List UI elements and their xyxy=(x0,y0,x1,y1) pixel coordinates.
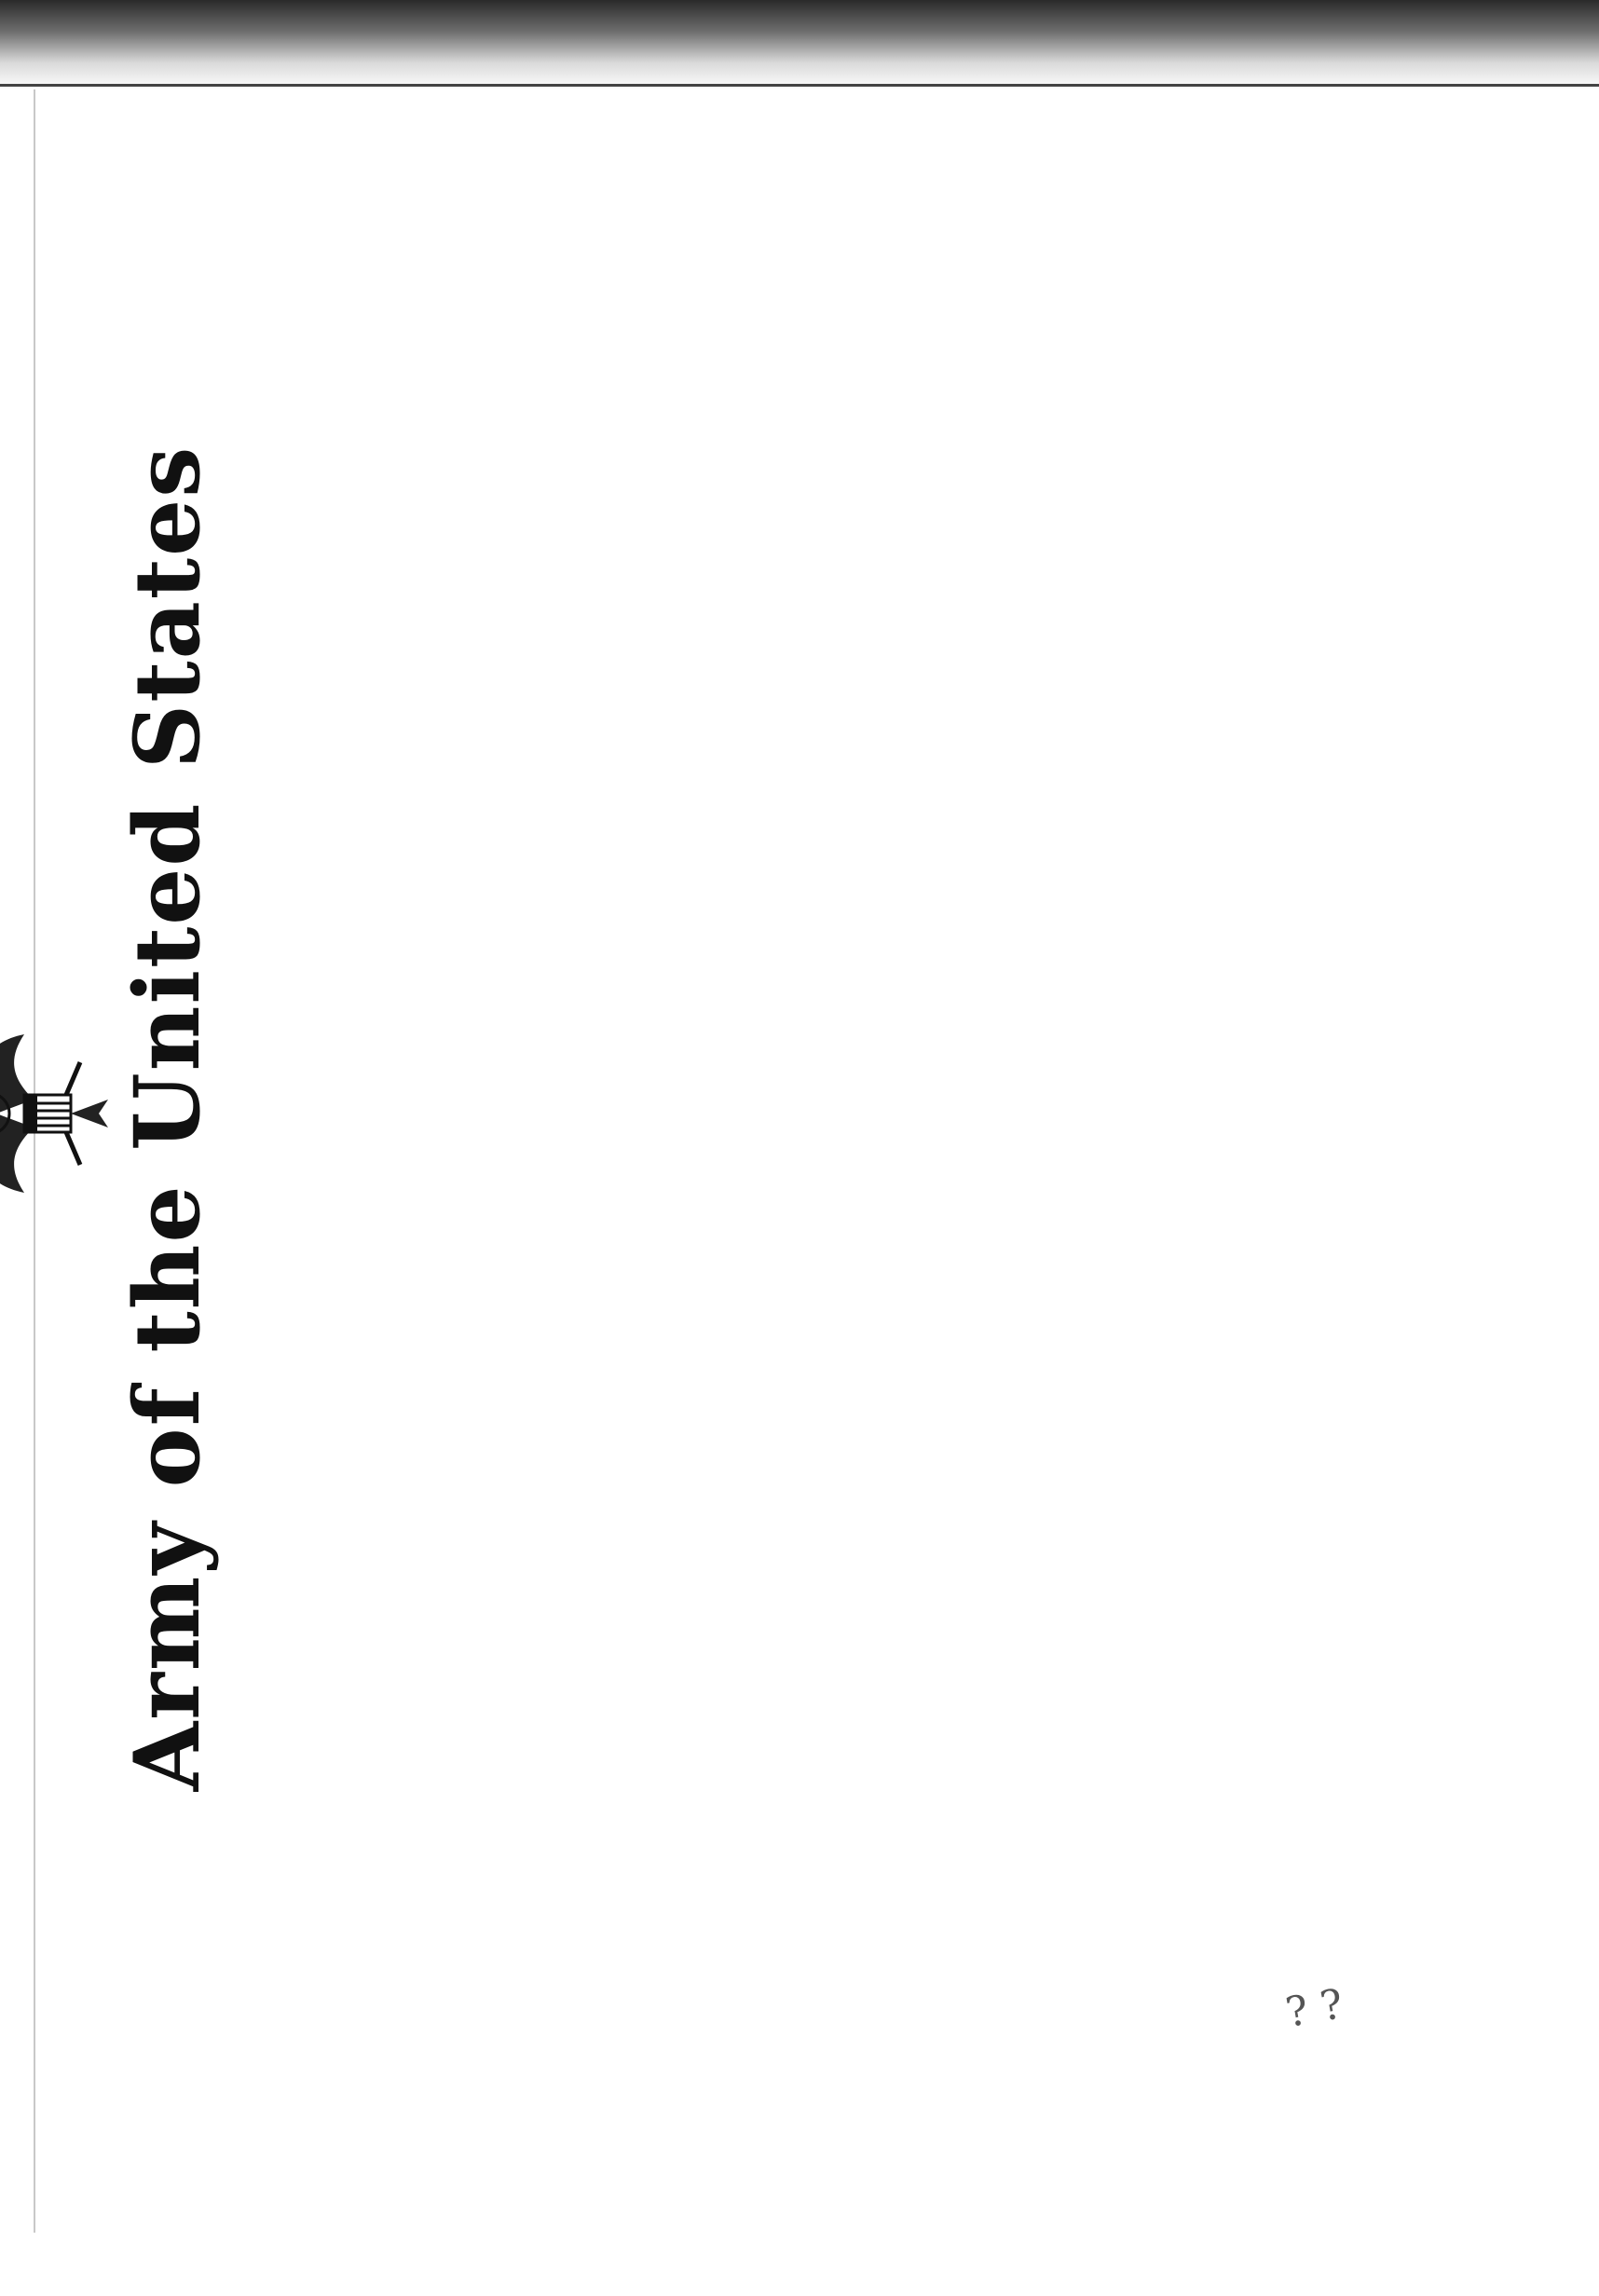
certificate-title: Army of the United States xyxy=(115,444,220,1792)
scan-edge xyxy=(0,84,1599,87)
certificate xyxy=(0,270,220,1966)
eagle-seal-icon xyxy=(0,1025,117,1202)
scan-top-shadow xyxy=(0,0,1599,89)
pencil-mark: ? ? xyxy=(1282,1980,1347,2037)
